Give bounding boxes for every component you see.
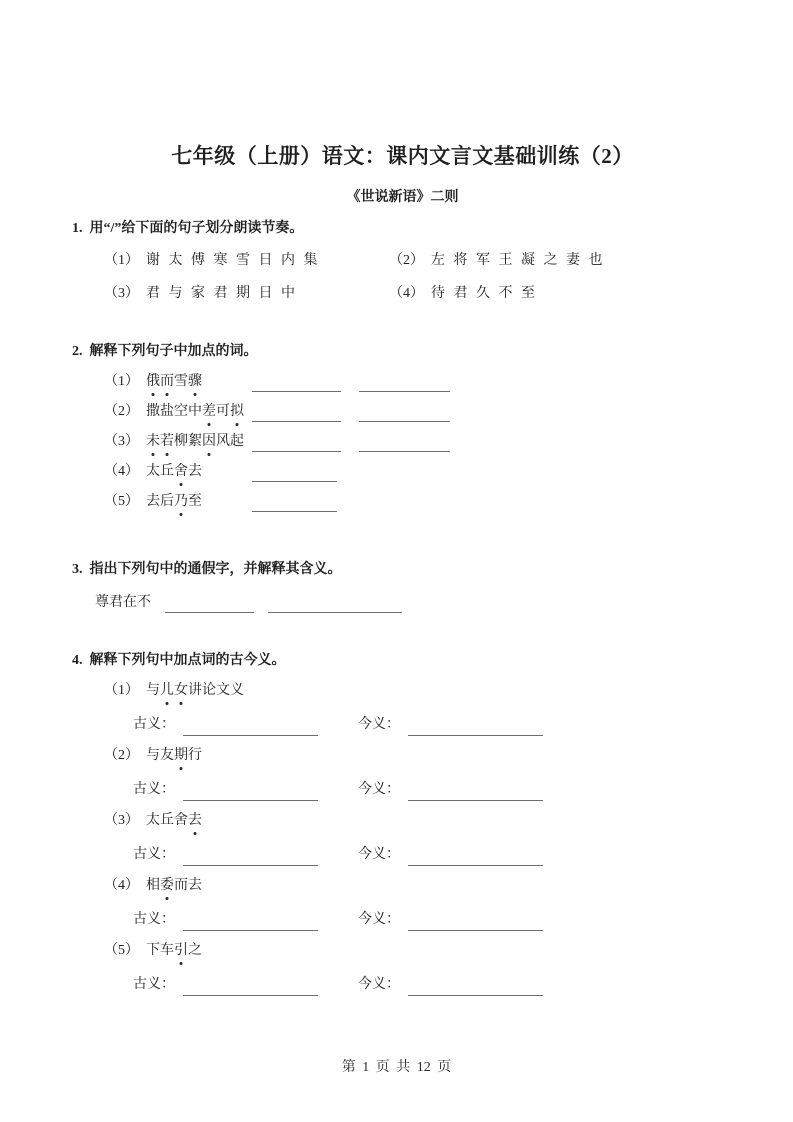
modern-meaning-label: 今义： bbox=[358, 847, 400, 862]
answer-blank bbox=[252, 376, 341, 392]
answer-blank bbox=[408, 785, 543, 801]
ancient-meaning-label: 古义： bbox=[133, 912, 175, 927]
q1-item-2-sentence: 左 将 军 王 凝 之 妻 也 bbox=[431, 253, 603, 268]
question-2-items bbox=[72, 372, 733, 512]
answer-blank bbox=[252, 466, 337, 482]
modern-meaning-label: 今义： bbox=[358, 717, 400, 732]
answer-blank bbox=[359, 436, 450, 452]
q4-item-5-answers bbox=[133, 974, 733, 996]
q4-item-3 bbox=[72, 811, 733, 866]
q2-item-5-phrase bbox=[104, 492, 252, 512]
q1-item-3 bbox=[104, 284, 389, 304]
question-4 bbox=[72, 651, 733, 996]
q4-item-4 bbox=[72, 876, 733, 931]
ancient-meaning-label: 古义： bbox=[133, 717, 175, 732]
ancient-meaning-label: 古义： bbox=[133, 782, 175, 797]
question-3-prompt bbox=[72, 560, 733, 580]
answer-blank bbox=[408, 720, 543, 736]
q4-item-4-sentence: 相委而去 bbox=[146, 878, 202, 893]
q4-item-3-answers bbox=[133, 844, 733, 866]
answer-blank bbox=[183, 785, 318, 801]
q4-item-3-phrase bbox=[104, 811, 733, 831]
question-2-prompt bbox=[72, 342, 733, 362]
q4-item-4-phrase bbox=[104, 876, 733, 896]
q2-item-4-phrase bbox=[104, 462, 252, 482]
q2-item-3-number: （3） bbox=[104, 434, 139, 449]
question-2 bbox=[72, 342, 733, 512]
q4-item-2-answers bbox=[133, 779, 733, 801]
question-4-items bbox=[72, 681, 733, 996]
q2-item-2 bbox=[104, 402, 733, 422]
q4-item-1-answers bbox=[133, 714, 733, 736]
q2-item-3 bbox=[104, 432, 733, 452]
modern-meaning-label: 今义： bbox=[358, 977, 400, 992]
page-footer: 第 1 页 共 12 页 bbox=[341, 1060, 452, 1075]
modern-meaning-label: 今义： bbox=[358, 782, 400, 797]
q2-item-1-number: （1） bbox=[104, 374, 139, 389]
q2-item-4-number: （4） bbox=[104, 464, 139, 479]
answer-blank bbox=[408, 915, 543, 931]
ancient-meaning-label: 古义： bbox=[133, 847, 175, 862]
answer-blank bbox=[183, 850, 318, 866]
answer-blank bbox=[252, 496, 337, 512]
q1-item-4-sentence: 待 君 久 不 至 bbox=[431, 286, 535, 301]
q4-item-3-sentence: 太丘舍去 bbox=[146, 813, 202, 828]
question-1-number: 1. bbox=[72, 221, 83, 236]
question-3-number: 3. bbox=[72, 562, 83, 577]
ancient-meaning-label: 古义： bbox=[133, 977, 175, 992]
question-1-text: 用“/”给下面的句子划分朗读节奏。 bbox=[89, 221, 304, 236]
answer-blank bbox=[183, 980, 318, 996]
question-4-text: 解释下列句中加点词的古今义。 bbox=[89, 653, 286, 668]
q4-item-1-phrase bbox=[104, 681, 733, 701]
q4-item-4-number: （4） bbox=[104, 878, 139, 893]
answer-blank bbox=[252, 436, 341, 452]
q2-item-4 bbox=[104, 462, 733, 482]
q4-item-2 bbox=[72, 746, 733, 801]
q4-item-3-number: （3） bbox=[104, 813, 139, 828]
q4-item-1-sentence: 与儿女讲论文义 bbox=[146, 683, 244, 698]
answer-blank bbox=[252, 406, 341, 422]
q4-item-1 bbox=[72, 681, 733, 736]
q4-item-1-number: （1） bbox=[104, 683, 139, 698]
question-1-prompt bbox=[72, 219, 733, 239]
q2-item-1-phrase bbox=[104, 372, 252, 392]
page-title: 七年级（上册）语文：课内文言文基础训练（2） bbox=[171, 144, 634, 168]
q2-item-4-sentence: 太丘舍去 bbox=[146, 464, 202, 479]
q1-item-1 bbox=[104, 251, 389, 271]
page-subtitle: 《世说新语》二则 bbox=[346, 190, 459, 205]
q4-item-2-phrase bbox=[104, 746, 733, 766]
q1-item-1-number: （1） bbox=[104, 253, 139, 268]
q4-item-5-sentence: 下车引之 bbox=[146, 943, 202, 958]
question-1 bbox=[72, 219, 733, 304]
q2-item-2-sentence: 撒盐空中差可拟 bbox=[146, 404, 244, 419]
answer-blank bbox=[165, 597, 254, 613]
q4-item-2-sentence: 与友期行 bbox=[146, 748, 202, 763]
question-3-text: 指出下列句中的通假字，并解释其含义。 bbox=[89, 562, 342, 577]
q4-item-5-number: （5） bbox=[104, 943, 139, 958]
q1-item-2 bbox=[389, 251, 733, 271]
q1-item-4 bbox=[389, 284, 733, 304]
q1-item-2-number: （2） bbox=[389, 253, 424, 268]
answer-blank bbox=[408, 850, 543, 866]
answer-blank bbox=[183, 720, 318, 736]
q2-item-5-sentence: 去后乃至 bbox=[146, 494, 202, 509]
question-3 bbox=[72, 560, 733, 613]
q4-item-5 bbox=[72, 941, 733, 996]
q4-item-4-answers bbox=[133, 909, 733, 931]
q2-item-1-sentence: 俄而雪骤 bbox=[146, 374, 202, 389]
q3-phrase: 尊君在不 bbox=[95, 595, 151, 610]
q2-item-5 bbox=[104, 492, 733, 512]
q1-item-3-sentence: 君 与 家 君 期 日 中 bbox=[146, 286, 295, 301]
q2-item-3-sentence: 未若柳絮因风起 bbox=[146, 434, 244, 449]
q2-item-2-phrase bbox=[104, 402, 252, 422]
answer-blank bbox=[183, 915, 318, 931]
answer-blank bbox=[359, 406, 450, 422]
q4-item-5-phrase bbox=[104, 941, 733, 961]
answer-blank bbox=[268, 597, 402, 613]
question-4-prompt bbox=[72, 651, 733, 671]
answer-blank bbox=[408, 980, 543, 996]
question-4-number: 4. bbox=[72, 653, 83, 668]
question-2-text: 解释下列句子中加点的词。 bbox=[89, 344, 258, 359]
q1-item-3-number: （3） bbox=[104, 286, 139, 301]
question-1-items bbox=[104, 251, 733, 304]
q2-item-2-number: （2） bbox=[104, 404, 139, 419]
q2-item-1 bbox=[104, 372, 733, 392]
question-2-number: 2. bbox=[72, 344, 83, 359]
q2-item-3-phrase bbox=[104, 432, 252, 452]
q2-item-5-number: （5） bbox=[104, 494, 139, 509]
question-3-item bbox=[95, 593, 733, 613]
q1-item-1-sentence: 谢 太 傅 寒 雪 日 内 集 bbox=[146, 253, 318, 268]
q1-item-4-number: （4） bbox=[389, 286, 424, 301]
answer-blank bbox=[359, 376, 450, 392]
q4-item-2-number: （2） bbox=[104, 748, 139, 763]
modern-meaning-label: 今义： bbox=[358, 912, 400, 927]
